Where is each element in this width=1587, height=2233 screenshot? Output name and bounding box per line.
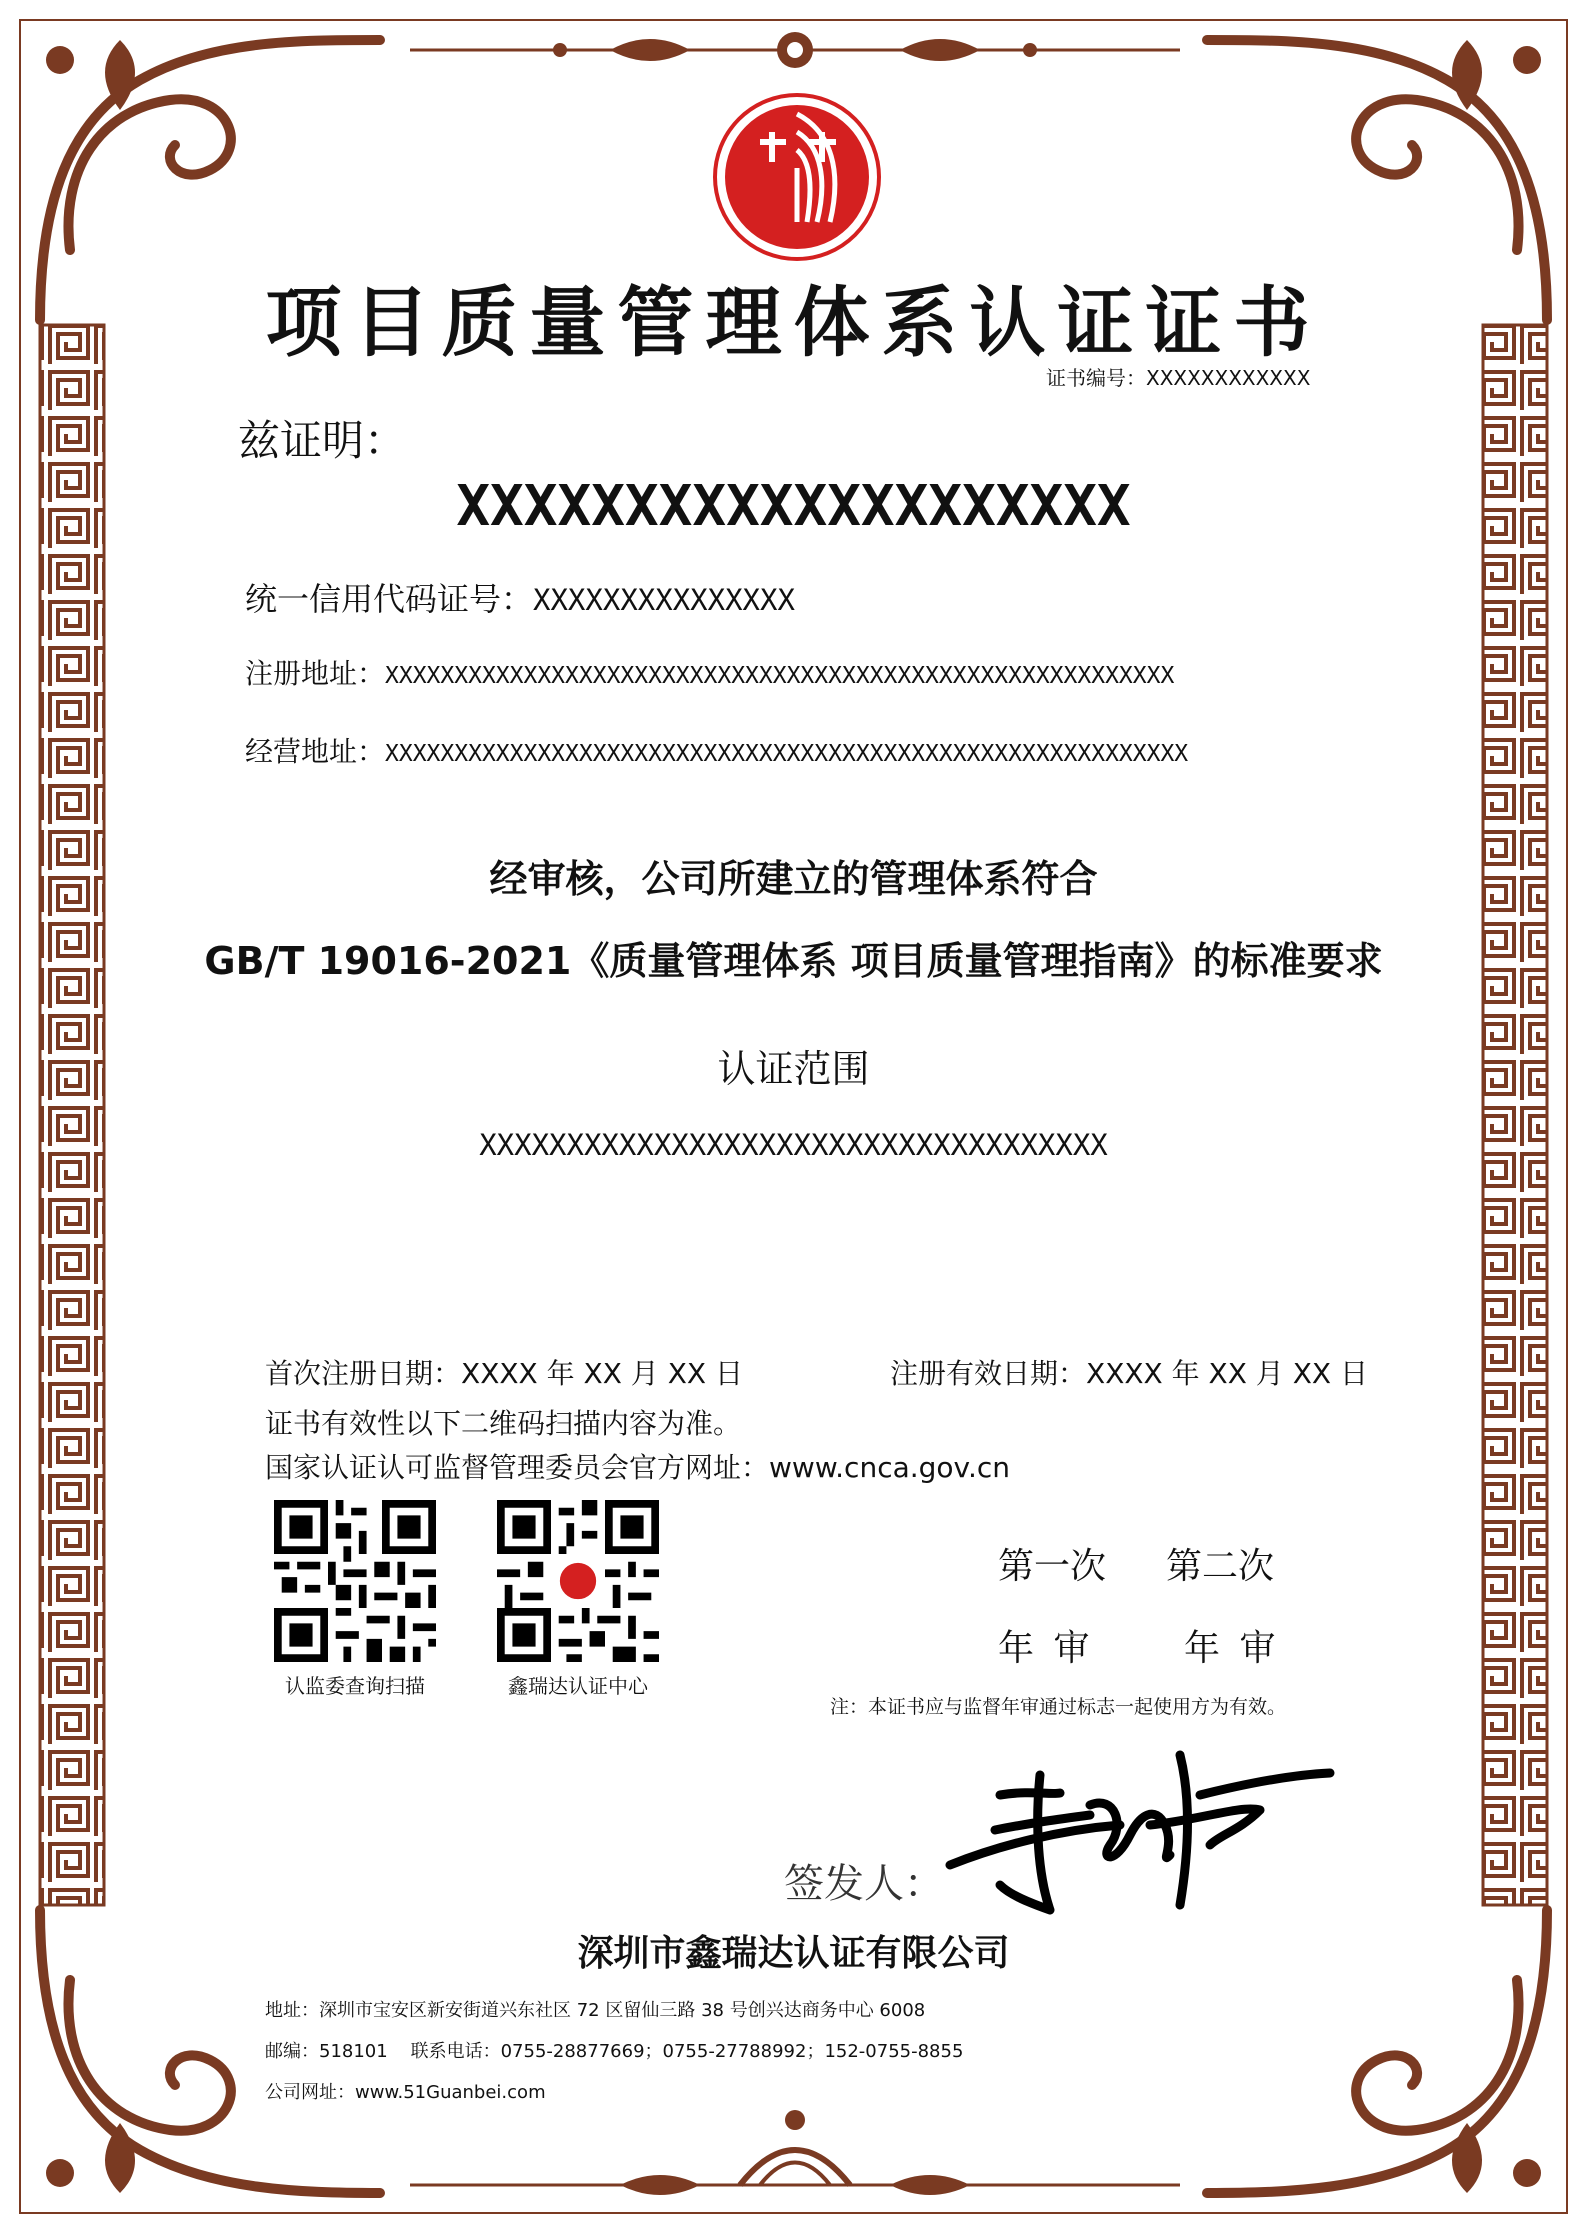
operating-address-value: XXXXXXXXXXXXXXXXXXXXXXXXXXXXXXXXXXXXXXXXXXXXXXXXXXXXXXXXXX xyxy=(385,741,1189,767)
company-contact: 邮编：518101 联系电话：0755-28877669；0755-27788992；152-0755-8855 xyxy=(265,2041,964,2062)
issuing-company: 深圳市鑫瑞达认证有限公司 xyxy=(577,1933,1010,1974)
registered-address-label: 注册地址： xyxy=(245,657,386,690)
validity-date-value: XXXX 年 XX 月 XX 日 xyxy=(1086,1357,1368,1390)
company-name: XXXXXXXXXXXXXXXXXXXX xyxy=(456,474,1131,539)
validity-date-row xyxy=(890,1352,1368,1392)
statement-line-1: 经审核，公司所建立的管理体系符合 xyxy=(489,857,1098,901)
signer-label: 签发人： xyxy=(784,1861,944,1907)
first-registration-date: XXXX 年 XX 月 XX 日 xyxy=(461,1357,743,1390)
validity-note: 证书有效性以下二维码扫描内容为准。 xyxy=(265,1407,742,1440)
certificate-title: 项目质量管理体系认证证书 xyxy=(265,278,1322,367)
cnca-qr-code xyxy=(274,1500,436,1662)
certificate-number-label: 证书编号： xyxy=(1046,366,1146,390)
registered-address-row xyxy=(245,652,1174,692)
statement-line-2: GB/T 19016-2021《质量管理体系 项目质量管理指南》的标准要求 xyxy=(204,939,1383,983)
company-address: 地址：深圳市宝安区新安街道兴东社区 72 区留仙三路 38 号创兴达商务中心 6008 xyxy=(265,2000,926,2021)
hereby-label: 兹证明： xyxy=(238,416,407,465)
operating-address-row xyxy=(245,730,1188,770)
cnca-website-label: 国家认证认可监督管理委员会官方网址： xyxy=(265,1451,770,1484)
annual-review-2-title: 第二次 xyxy=(1166,1546,1275,1587)
company-website[interactable]: 公司网址：www.51Guanbei.com xyxy=(265,2082,546,2103)
certificate-number xyxy=(1046,362,1310,391)
cnca-qr-caption: 认监委查询扫描 xyxy=(285,1674,425,1698)
cnca-website-link[interactable]: www.cnca.gov.cn xyxy=(769,1451,1010,1484)
registered-address-value: XXXXXXXXXXXXXXXXXXXXXXXXXXXXXXXXXXXXXXXXXXXXXXXXXXXXXXXXX xyxy=(385,663,1175,689)
annual-review-1-sub: 年 审 xyxy=(998,1628,1094,1669)
credit-code-row xyxy=(245,574,795,620)
annual-review-note: 注：本证书应与监督年审通过标志一起使用方为有效。 xyxy=(830,1696,1287,1718)
first-registration-label: 首次注册日期： xyxy=(265,1357,462,1390)
first-registration-row xyxy=(265,1352,743,1392)
company-logo-seal xyxy=(712,92,882,262)
annual-review-2-sub: 年 审 xyxy=(1184,1628,1280,1669)
certificate-number-value: XXXXXXXXXXXX xyxy=(1146,366,1311,390)
annual-review-1-title: 第一次 xyxy=(998,1546,1107,1587)
scope-label: 认证范围 xyxy=(717,1047,870,1091)
validity-date-label: 注册有效日期： xyxy=(890,1357,1087,1390)
cnca-website-row xyxy=(265,1446,1010,1486)
credit-code-label: 统一信用代码证号： xyxy=(245,580,534,618)
scope-value: XXXXXXXXXXXXXXXXXXXXXXXXXXXXXXXXXXXX xyxy=(479,1128,1108,1162)
handwritten-signature xyxy=(940,1735,1340,1925)
company-qr-caption: 鑫瑞达认证中心 xyxy=(508,1674,648,1698)
company-qr-code xyxy=(497,1500,659,1662)
operating-address-label: 经营地址： xyxy=(245,735,386,768)
credit-code-value: XXXXXXXXXXXXXXX xyxy=(533,583,795,617)
